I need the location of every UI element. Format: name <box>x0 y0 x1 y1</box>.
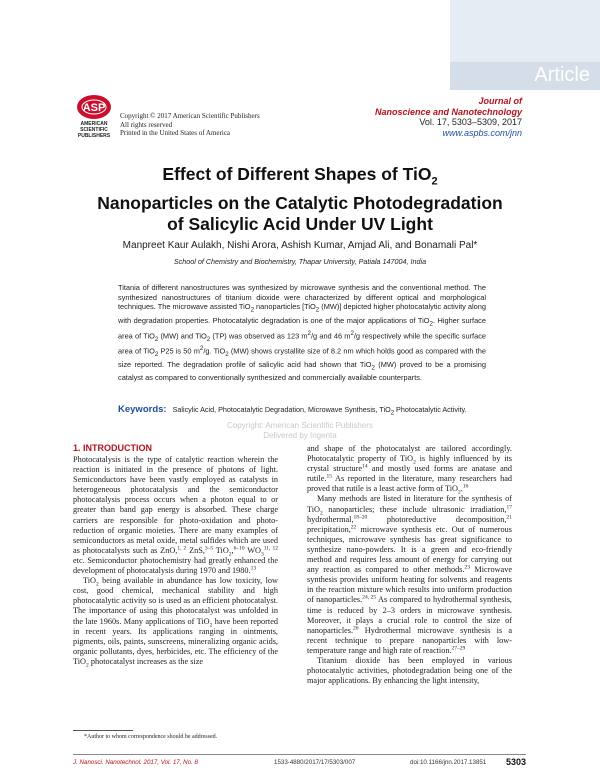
title-line-1 <box>0 164 600 193</box>
journal-info <box>375 96 522 138</box>
author-list: Manpreet Kaur Aulakh, Nishi Arora, Ashish Kumar, Amjad Ali, and Bonamali Pal* <box>122 240 478 251</box>
watermark <box>0 421 600 440</box>
page-number: 5303 <box>505 757 526 767</box>
article-banner <box>450 0 600 90</box>
keywords-subscript: 2 <box>390 410 395 417</box>
journal-name-line1: Journal of <box>478 96 522 106</box>
banner-tint <box>450 0 600 62</box>
publisher-logo <box>74 94 114 139</box>
footer-issn: 1533-4880/2017/17/5303/007 <box>274 759 356 766</box>
footer-doi[interactable]: doi:10.1166/jnn.2017.13851 <box>410 759 487 766</box>
paragraph: Titanium dioxide has been employed in various photocatalytic activities, photodegradation being one of the major applications. By enhancing the light intensity, <box>307 655 512 686</box>
page-footer <box>73 757 526 769</box>
paragraph: TiO$_2$ being available in abundance has low toxicity, low cost, good chemical, mechanical stability and high photocatalytic activity so is used as an efficient photocatalyst. The importance of using this photocatalyst was unfolded in the late 1960s. Many applications of TiO$_2$ have been reported in recent years. Its applications ranging in ointments, pigments, oils, paints, sunscreens, mineralizing organic acids, organic pollutants, dyes, herbicides, etc. The efficiency of the TiO$_2$ photocatalyst increases as the size <box>73 576 278 669</box>
article-type-label: Article <box>534 64 590 86</box>
paper-title <box>0 164 600 235</box>
paragraph: and shape of the photocatalyst are tailored accordingly. Photocatalytic property of TiO$_2$ is highly influenced by its crystal structure$^{14}$ and mostly used forms are anatase and rutile.$^{15}$ As reported in the literature, many researchers had proved that rutile is a least active form of TiO$_2$.$^{16}$ <box>307 444 512 497</box>
keywords-text-end: Photocatalytic Activity. <box>394 405 467 414</box>
journal-name-line2: Nanoscience and Nanotechnology <box>374 106 522 117</box>
footer-journal: J. Nanosci. Nanotechnol. 2017, Vol. 17, No. 8 <box>73 759 198 766</box>
title-line-2: Nanoparticles on the Catalytic Photodegradation <box>97 192 503 213</box>
body-column-left <box>73 442 278 667</box>
publisher-name-line: PUBLISHERS <box>77 133 111 139</box>
journal-url[interactable]: www.aspbs.com/jnn <box>442 127 522 138</box>
copyright-notice <box>120 112 260 138</box>
rights-line: All rights reserved <box>120 120 173 129</box>
asp-logo-icon <box>74 94 114 120</box>
title-line-3: of Salicylic Acid Under UV Light <box>167 213 433 234</box>
paragraph: Photocatalysis is the type of catalytic reaction wherein the reaction is initiated in the presence of photons of light. Semiconductors have been vastly employed as catalysts in heterogeneous photocatalysis and the semiconductor photocatalysis process occurs when a photon equal to or greater than band gap energy is absorbed. These charge carriers are responsible for photo-oxidation and photo-reduction of organic moieties. There are many examples of semiconductors as metal oxide, metal sulfides which are used as photocatalysts such as ZnO,$^{1, 2}$ ZnS,$^{3-5}$ TiO$_2$,$^{6-10}$ $WO_3^{11, 12}$ etc. Semiconductor photochemistry had greatly enhanced the development of photocatalysis during 1970 and 1980.13 <box>73 455 278 576</box>
journal-volume: Vol. 17, 5303–5309, 2017 <box>419 117 522 127</box>
printed-line: Printed in the United States of America <box>120 129 231 137</box>
keywords-label: Keywords: <box>118 404 167 415</box>
keywords <box>118 405 486 418</box>
affiliation: School of Chemistry and Biochemistry, Thapar University, Patiala 147004, India <box>173 257 427 266</box>
logo-text: ASP <box>82 102 106 114</box>
publisher-name <box>74 121 114 139</box>
publisher-name-line: SCIENTIFIC <box>80 127 108 133</box>
publisher-name-line: AMERICAN <box>80 121 108 127</box>
footer-rule <box>73 754 526 755</box>
abstract: Titania of different nanostructures was synthesized by microwave synthesis and the conventional method. The synthesized nanostructures of titanium dioxide were characterized by different optical and morphological techniques. The microwave assisted TiO$_2$ nanoparticles [TiO$_2$ (MW)] depicted higher photocatalytic activity along with degradation properties. Photocatalytic degradation is one of the major applications of TiO$_2$. Higher surface area of TiO$_2$ (MW) and TiO$_2$ (TP) was observed as 123 $m^2/g$ and 46 $m^2/g$ respectively while the specific surface area of TiO$_2$ P25 is 50 $m^2/g$. TiO$_2$ (MW) shows crystallite size of 8.2 nm which holds good as compared with the size reported. The degradation profile of salicylic acid had shown that TiO$_2$ (MW) proved to be a promising catalyst as compared to conventionally synthesized and commercially available counterparts. <box>118 283 487 383</box>
body-column-right <box>307 444 512 686</box>
title-text: Effect of Different Shapes of TiO <box>162 164 432 184</box>
keywords-text: Salicylic Acid, Photocatalytic Degradation, Microwave Synthesis, TiO <box>172 405 391 414</box>
section-heading: 1. INTRODUCTION <box>73 443 153 453</box>
paragraph: Many methods are listed in literature for the synthesis of TiO$_2$ nanoparticles; these include ultrasonic irradiation,$^{17}$ hydrothermal,$^{18-20}$ photoreductive decomposition,$^{21}$ precipitation,$^{22}$ microwave synthesis etc. Out of numerous techniques, microwave synthesis has great significance to synthesize nano-powders. It is a green and eco-friendly method and requires less amount of energy for carrying out any reaction as compared to other methods.$^{23}$ Microwave synthesis provides uniform heating for solvents and reagents in the reaction mixture which results into uniform production of nanoparticles.$^{24, 25}$ As compared to hydrothermal synthesis, time is reduced by 2–3 orders in microwave synthesis. Moreover, it plays a crucial role to control the size of nanoparticles.$^{26}$ Hydrothermal microwave synthesis is a recent technique to prepare nanoparticles with low-temperature range and high rate of reaction.$^{27-29}$ <box>307 494 512 655</box>
watermark-line-1: Copyright: American Scientific Publishers <box>227 421 373 430</box>
watermark-line-2: Delivered by Ingenta <box>263 430 337 440</box>
footnote: *Author to whom correspondence should be addressed. <box>84 734 218 740</box>
title-subscript: 2 <box>431 175 438 188</box>
copyright-line: Copyright © 2017 American Scientific Publishers <box>120 112 260 120</box>
footnote-rule <box>73 730 133 731</box>
